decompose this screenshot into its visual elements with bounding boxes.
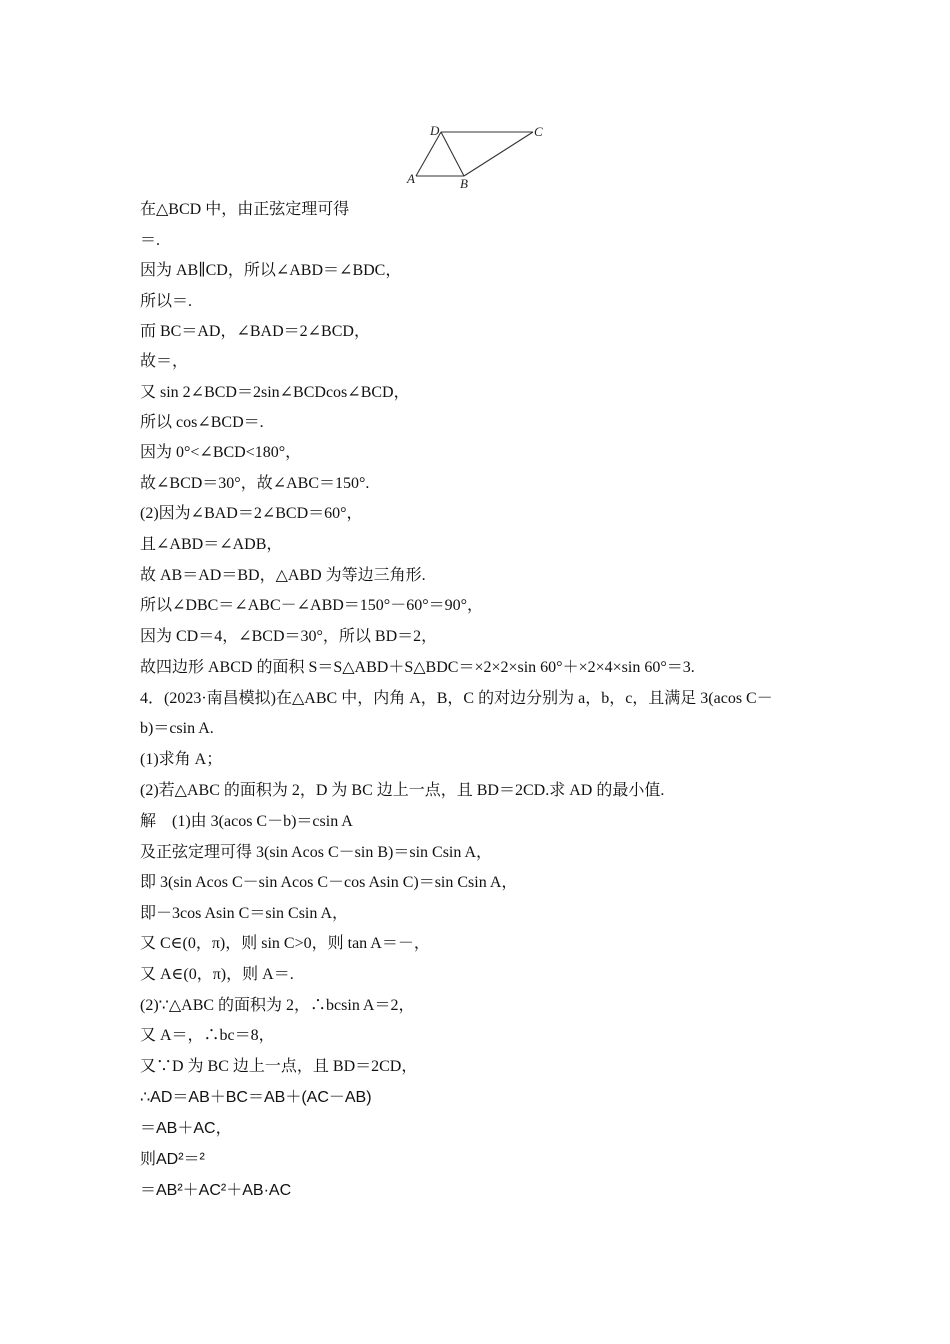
problem-4-part-1: (1)求角 A； [140,751,223,768]
vertex-label-d: D [430,123,440,138]
text-line: 即 3(sin Acos C－sin Acos C－cos Asin C)＝sin Csin A， [140,874,518,891]
vector-equation: ＝AB＋AC， [140,1120,232,1137]
problem-4-part-2: (2)若△ABC 的面积为 2，D 为 BC 边上一点，且 BD＝2CD.求 AD 的最小值. [140,782,665,799]
text-line: 所以∠DBC＝∠ABC－∠ABD＝150°－60°＝90°， [140,597,483,614]
vertex-label-a: A [407,171,415,186]
vector-equation: 则AD²＝² [140,1151,205,1168]
text-line: 而 BC＝AD，∠BAD＝2∠BCD， [140,323,370,340]
vector-equation: ∴AD＝AB＋BC＝AB＋(AC－AB) [140,1089,372,1106]
text-line: (2)因为∠BAD＝2∠BCD＝60°， [140,505,363,522]
text-line: 因为 CD＝4，∠BCD＝30°，所以 BD＝2， [140,628,438,645]
trapezoid-figure [400,118,550,194]
text-line: 在△BCD 中，由正弦定理可得 [140,201,350,218]
text-line: 又∵D 为 BC 边上一点，且 BD＝2CD， [140,1058,418,1075]
text-line: (2)∵△ABC 的面积为 2，∴bcsin A＝2， [140,997,415,1014]
text-line: 又 A∈(0，π)，则 A＝. [140,966,294,983]
text-line: 故 AB＝AD＝BD，△ABD 为等边三角形. [140,567,426,584]
text-line: b)＝csin A. [140,720,214,737]
text-line: ＝. [140,232,161,249]
edge-da [416,132,441,176]
text-line: 即－3cos Asin C＝sin Csin A， [140,905,349,922]
text-line: 故四边形 ABCD 的面积 S＝S△ABD＋S△BDC＝×2×2×sin 60°＋×2×4×sin 60°＝3. [140,659,695,676]
text-line: 所以 cos∠BCD＝. [140,414,264,431]
text-line: 又 A＝，∴bc＝8， [140,1027,275,1044]
edge-db [441,132,464,176]
text-line: 又 C∈(0，π)，则 sin C>0，则 tan A＝－， [140,935,430,952]
text-line: 因为 0°<∠BCD<180°， [140,444,302,461]
text-line: 故＝， [140,353,189,370]
problem-4-statement: 4．(2023·南昌模拟)在△ABC 中，内角 A，B，C 的对边分别为 a，b，c，且满足 3(acos C－ [140,690,773,707]
vector-equation: ＝AB²＋AC²＋AB·AC [140,1182,292,1199]
vertex-label-b: B [460,176,468,191]
text-line: 故∠BCD＝30°，故∠ABC＝150°. [140,475,370,492]
text-line: 又 sin 2∠BCD＝2sin∠BCDcos∠BCD， [140,384,410,401]
text-line: 且∠ABD＝∠ADB， [140,536,283,553]
vertex-label-c: C [534,124,543,139]
edge-bc [464,132,533,176]
solution-heading: 解 (1)由 3(acos C－b)＝csin A [140,813,353,830]
text-line: 及正弦定理可得 3(sin Acos C－sin B)＝sin Csin A， [140,844,493,861]
text-line: 因为 AB∥CD，所以∠ABD＝∠BDC， [140,262,402,279]
text-line: 所以＝. [140,293,193,310]
